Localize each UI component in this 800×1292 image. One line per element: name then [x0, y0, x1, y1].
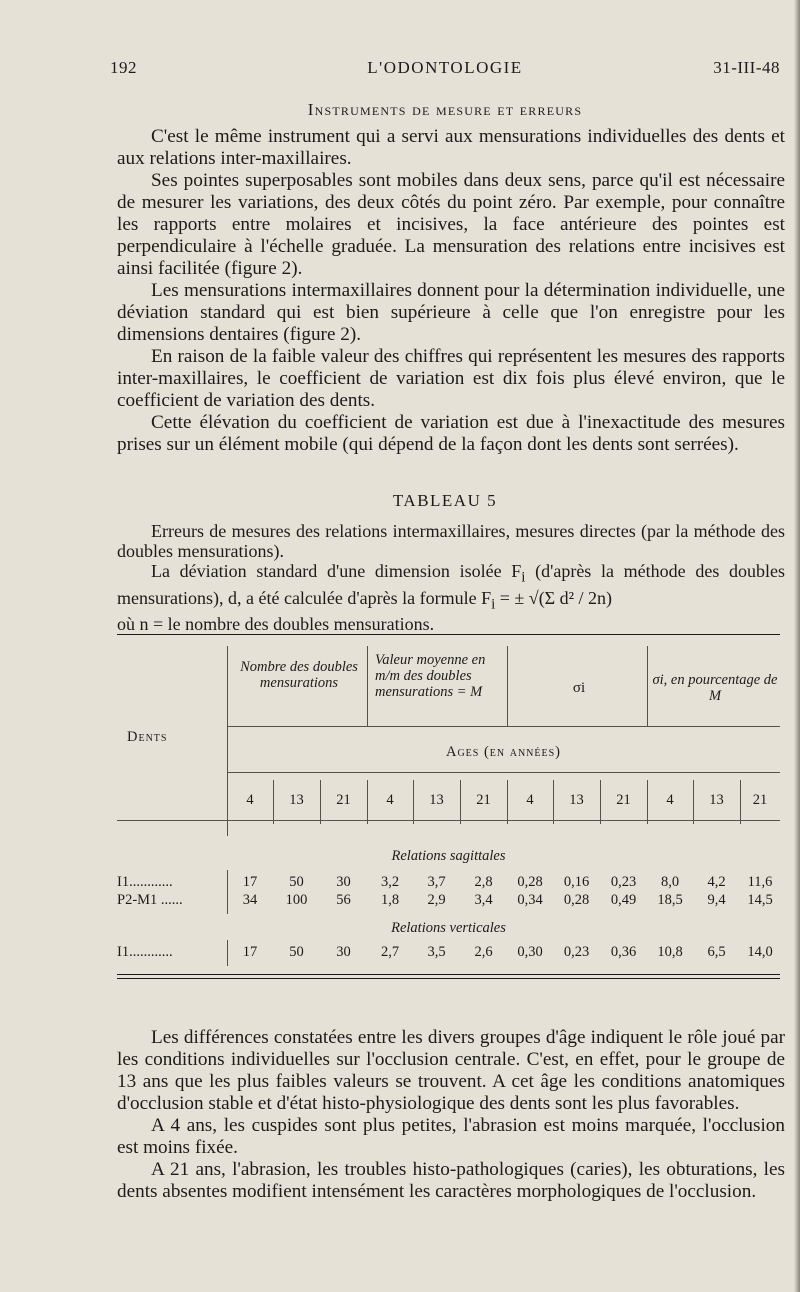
caption-sub: i [491, 596, 496, 613]
col-divider [227, 940, 228, 966]
header-sigma: σi [572, 680, 586, 696]
table-title: TABLEAU 5 [392, 491, 498, 510]
value-cell: 34 [242, 892, 258, 908]
header-rule [227, 772, 780, 773]
value-cell: 0,34 [517, 892, 543, 908]
group-vertical: Relations verticales [391, 920, 506, 936]
value-cell: 0,36 [610, 944, 637, 960]
col-divider [227, 870, 228, 914]
col-divider [507, 646, 508, 726]
header-sigma-percent: σi, en pourcentage de M [652, 672, 778, 704]
table-top-rule [117, 634, 780, 635]
value-cell: 0,28 [563, 892, 590, 908]
paragraph: A 21 ans, l'abrasion, les troubles histo-pathologiques (caries), les obturations, les dents absentes modifient intensément les caractères morphologiques de l'occlusion. [117, 1159, 785, 1202]
col-divider [647, 646, 648, 726]
age-cell: 4 [666, 792, 674, 808]
value-cell: 3,2 [380, 874, 400, 890]
header-count: Nombre des doubles mensurations [240, 659, 358, 691]
value-cell: 0,23 [563, 944, 590, 960]
value-cell: 30 [336, 944, 351, 960]
age-cell: 13 [289, 792, 304, 808]
data-table [117, 634, 780, 984]
age-cell: 13 [429, 792, 444, 808]
value-cell: 56 [336, 892, 351, 908]
value-cell: 2,9 [427, 892, 446, 908]
paragraph: Les mensurations intermaxillaires donnent pour la détermination individuelle, une déviation standard qui est bien supérieure à celle que l'on enregistre pour les dimensions dentaires (figure 2). [117, 280, 785, 345]
value-cell: 10,8 [657, 944, 683, 960]
row-header-dents: Dents [127, 729, 168, 745]
age-cell: 13 [569, 792, 584, 808]
header-rule [227, 726, 780, 727]
issue-date: 31-III-48 [713, 58, 780, 77]
value-cell: 0,23 [610, 874, 637, 890]
value-cell: 11,6 [747, 874, 773, 890]
caption-line: où n = le nombre des doubles mensurations. [117, 614, 435, 635]
row-label: P2-M1 ...... [117, 892, 183, 908]
value-cell: 30 [336, 874, 351, 890]
header-bottom-rule [117, 820, 780, 821]
value-cell: 6,5 [707, 944, 726, 960]
ages-label: Ages (en années) [445, 744, 562, 760]
table-caption [117, 521, 785, 634]
paragraph: Cette élévation du coefficient de variation est due à l'inexactitude des mesures prises sur un élément mobile (qui dépend de la façon dont les dents sont serrées). [117, 412, 785, 455]
caption-text: (d'après la méthode des doubles mensurations), d, a été calculée d'après la formule F [117, 561, 785, 608]
paragraph: En raison de la faible valeur des chiffres qui représentent les mesures des rapports inter-maxillaires, le coefficient de variation est dix fois plus élevé environ, que le coefficient de variation des dents. [117, 346, 785, 411]
journal-title: L'ODONTOLOGIE [367, 58, 523, 77]
col-divider [367, 646, 368, 726]
header-mean: Valeur moyenne en m/m des doubles mensurations = M [375, 652, 486, 700]
table-bottom-rule [117, 978, 780, 979]
value-cell: 0,16 [563, 874, 590, 890]
paragraph: Ses pointes superposables sont mobiles dans deux sens, parce qu'il est nécessaire de mesurer les variations, des deux côtés du point zéro. Par exemple, pour connaître les rapports entre molaires et incisives, la face antérieure des pointes est perpendiculaire à l'échelle graduée. La mensuration des relations entre incisives est ainsi facilitée (figure 2). [117, 170, 785, 279]
value-cell: 100 [285, 892, 308, 908]
age-cell: 4 [386, 792, 394, 808]
closing-text [117, 1027, 785, 1203]
value-cell: 8,0 [660, 874, 680, 890]
value-cell: 3,7 [427, 874, 446, 890]
value-cell: 4,2 [707, 874, 726, 890]
value-cell: 0,30 [517, 944, 543, 960]
age-cell: 21 [752, 792, 768, 808]
row-label: I1............ [117, 874, 173, 890]
paragraph: C'est le même instrument qui a servi aux mensurations individuelles des dents et aux relations inter-maxillaires. [117, 126, 785, 169]
value-cell: 17 [242, 874, 258, 890]
value-cell: 17 [242, 944, 258, 960]
age-cell: 4 [246, 792, 254, 808]
value-cell: 14,0 [747, 944, 773, 960]
running-head [110, 58, 780, 82]
value-cell: 3,4 [474, 892, 493, 908]
age-cell: 4 [526, 792, 534, 808]
value-cell: 14,5 [747, 892, 773, 908]
value-cell: 2,7 [380, 944, 400, 960]
value-cell: 9,4 [707, 892, 726, 908]
value-cell: 50 [289, 944, 304, 960]
value-cell: 2,8 [474, 874, 493, 890]
value-cell: 18,5 [657, 892, 683, 908]
section-title: Instruments de mesure et erreurs [307, 100, 583, 119]
formula: = ± √(Σ d² / 2n) [499, 587, 613, 608]
intro-text [117, 126, 785, 456]
age-cell: 21 [476, 792, 491, 808]
value-cell: 0,49 [610, 892, 637, 908]
value-cell: 0,28 [517, 874, 543, 890]
paragraph: Les différences constatées entre les divers groupes d'âge indiquent le rôle joué par les conditions individuelles sur l'occlusion centrale. C'est, en effet, pour le groupe de 13 ans que les plus faibles valeurs se trouvent. A cet âge les conditions anatomiques d'occlusion stable et d'état histo-physiologique des dents sont les plus favorables. [117, 1027, 785, 1114]
value-cell: 2,6 [474, 944, 493, 960]
age-cell: 21 [336, 792, 351, 808]
value-cell: 3,5 [427, 944, 446, 960]
age-cell: 21 [616, 792, 631, 808]
age-cell: 13 [709, 792, 724, 808]
page-edge [794, 0, 800, 1292]
value-cell: 1,8 [380, 892, 400, 908]
caption-sub: i [521, 569, 526, 586]
group-sagittal: Relations sagittales [391, 848, 506, 864]
caption-line: Erreurs de mesures des relations intermaxillaires, mesures directes (par la méthode des doubles mensurations). [117, 521, 785, 561]
table-bottom-rule [117, 974, 780, 975]
caption-line [117, 561, 785, 614]
page-number: 192 [110, 58, 137, 77]
paragraph: A 4 ans, les cuspides sont plus petites, l'abrasion est moins marquée, l'occlusion est moins fixée. [117, 1115, 785, 1158]
row-label: I1............ [117, 944, 173, 960]
caption-text: La déviation standard d'une dimension isolée F [151, 561, 522, 581]
value-cell: 50 [289, 874, 304, 890]
